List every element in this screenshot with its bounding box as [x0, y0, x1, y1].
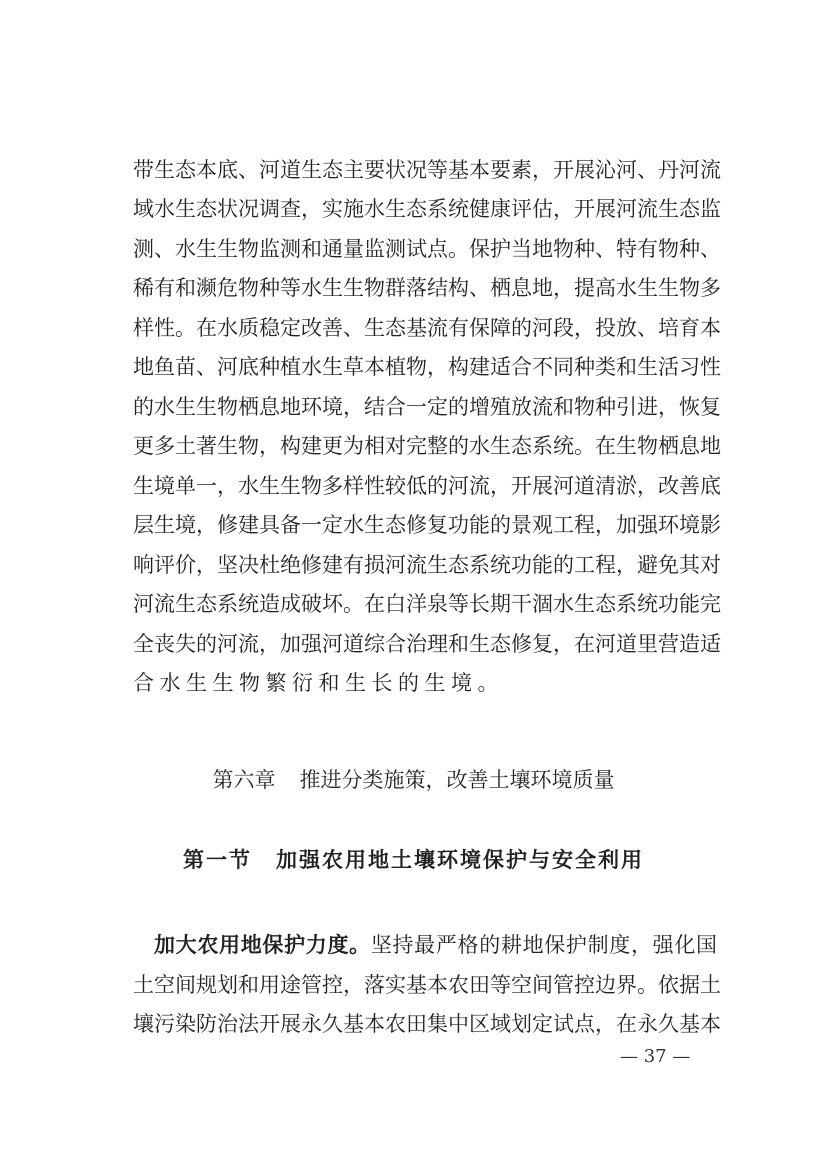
text-line: 样性。在水质稳定改善、生态基流有保障的河段，投放、培育本 — [133, 316, 721, 340]
text-line: 域水生态状况调查，实施水生态系统健康评估，开展河流生态监 — [133, 197, 721, 221]
section-heading — [0, 845, 827, 875]
section-title: 加强农用地土壤环境保护与安全利用 — [276, 847, 644, 872]
chapter-title: 推进分类施策，改善土壤环境质量 — [299, 768, 615, 792]
text-line: 稀有和濒危物种等水生生物群落结构、栖息地，提高水生生物多 — [133, 276, 721, 300]
page-number: — 37 — — [620, 1046, 691, 1067]
paragraph-text: 坚持最严格的耕地保护制度，强化国 — [370, 933, 718, 957]
text-line: 合水生生物繁衍和生长的生境。 — [133, 671, 504, 695]
text-line: 测、水生生物监测和通量监测试点。保护当地物种、特有物种、 — [133, 237, 721, 261]
section-number: 第一节 — [183, 847, 252, 872]
text-line: 更多土著生物，构建更为相对完整的水生态系统。在生物栖息地 — [133, 434, 721, 458]
text-line: 土空间规划和用途管控，落实基本农田等空间管控边界。依据土 — [133, 973, 721, 997]
text-line: 响评价，坚决杜绝修建有损河流生态系统功能的工程，避免其对 — [133, 553, 721, 577]
text-line — [154, 930, 717, 960]
paragraph-lead: 加大农用地保护力度。 — [154, 932, 371, 957]
text-line: 带生态本底、河道生态主要状况等基本要素，开展沁河、丹河流 — [133, 158, 721, 182]
chapter-heading — [0, 765, 827, 795]
chapter-number: 第六章 — [212, 768, 276, 792]
text-line: 地鱼苗、河底种植水生草本植物，构建适合不同种类和生活习性 — [133, 355, 721, 379]
text-line: 壤污染防治法开展永久基本农田集中区域划定试点，在永久基本 — [133, 1012, 721, 1036]
text-line: 的水生生物栖息地环境，结合一定的增殖放流和物种引进，恢复 — [133, 395, 721, 419]
text-line: 层生境，修建具备一定水生态修复功能的景观工程，加强环境影 — [133, 513, 721, 537]
text-line: 河流生态系统造成破坏。在白洋泉等长期干涸水生态系统功能完 — [133, 592, 721, 616]
text-line: 全丧失的河流，加强河道综合治理和生态修复，在河道里营造适 — [133, 632, 721, 656]
text-line: 生境单一，水生生物多样性较低的河流，开展河道清淤，改善底 — [133, 474, 721, 498]
